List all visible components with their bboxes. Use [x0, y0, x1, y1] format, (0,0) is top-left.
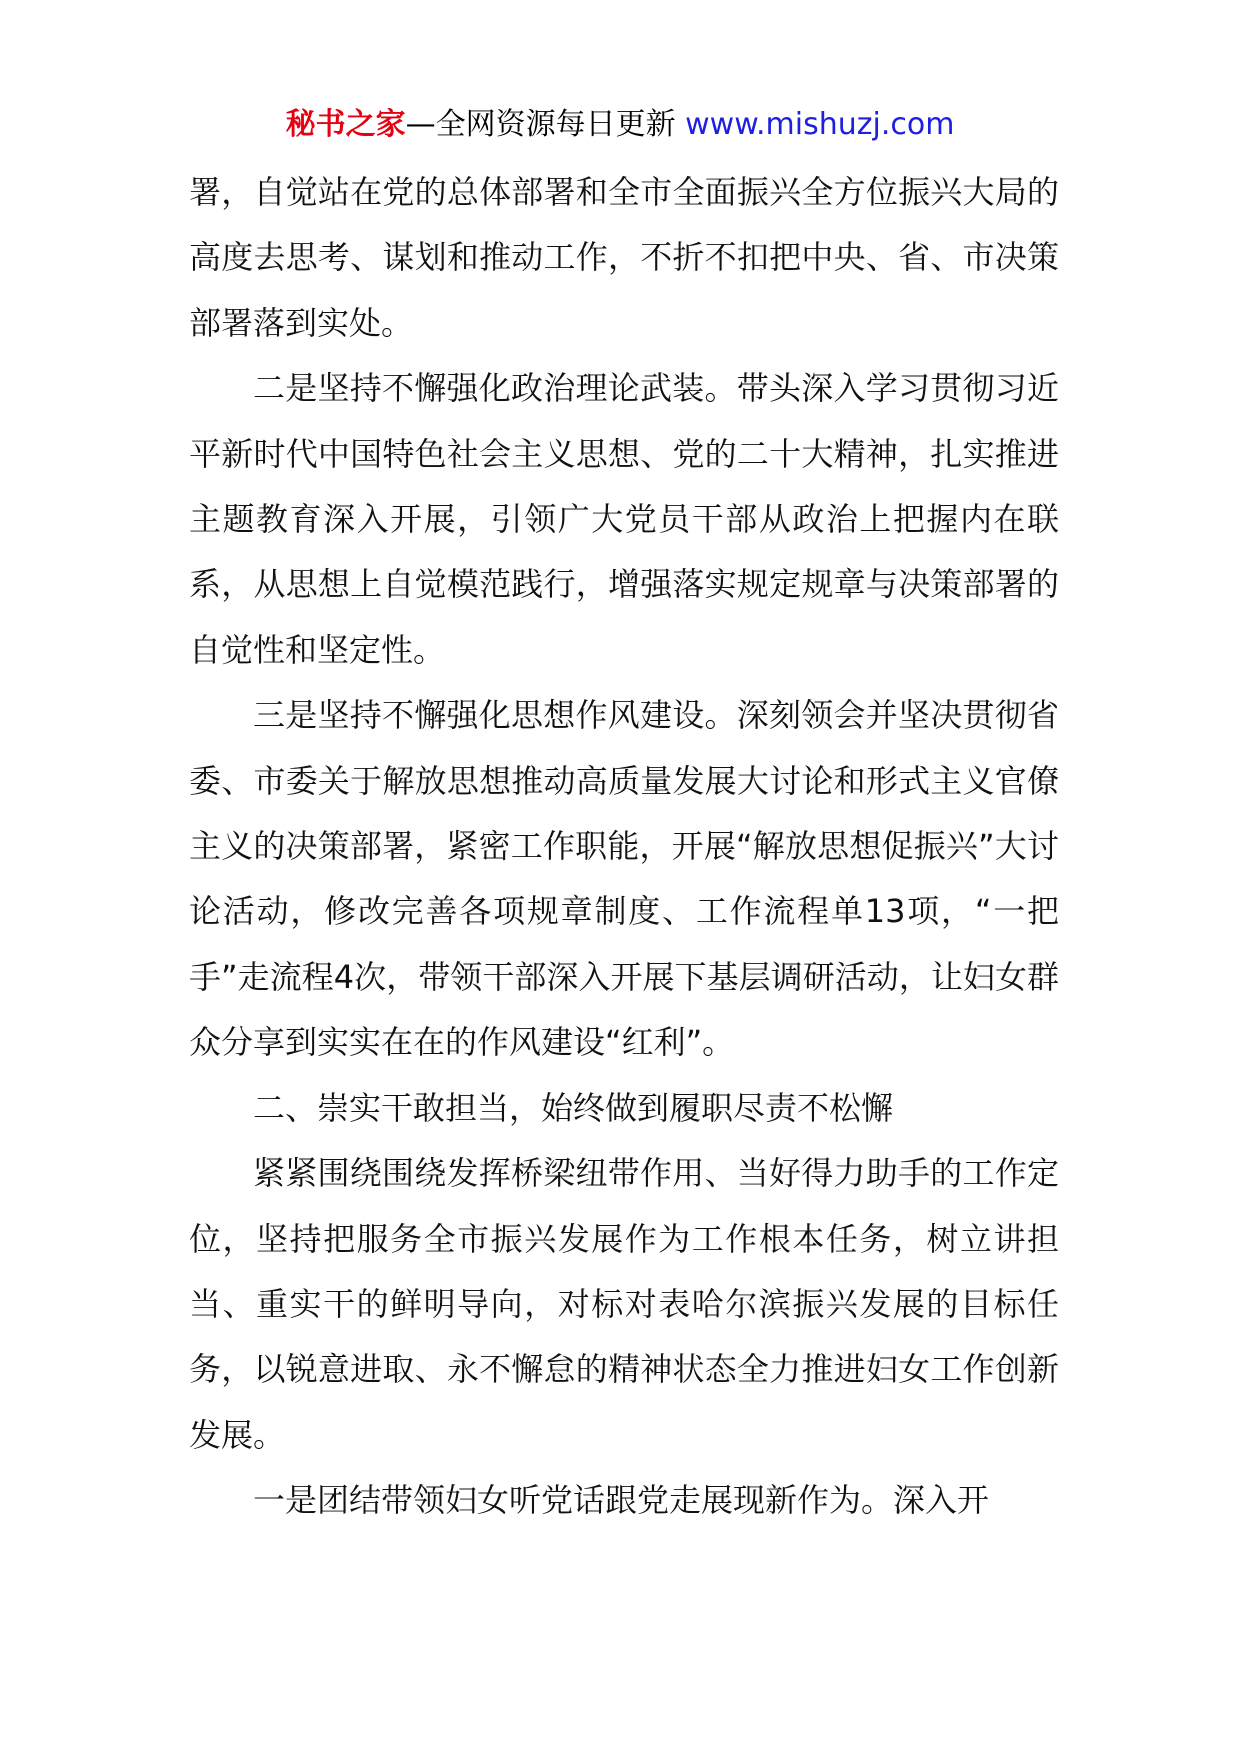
paragraph: 紧紧围绕围绕发挥桥梁纽带作用、当好得力助手的工作定位，坚持把服务全市振兴发展作为工作根本任务，树立讲担当、重实干的鲜明导向，对标对表哈尔滨振兴发展的目标任务，以锐意进取、永不懈怠的精神状态全力推进妇女工作创新发展。	[189, 1154, 1059, 1454]
page-header	[0, 100, 1240, 150]
header-brand: 秘书之家	[285, 107, 406, 142]
header-url-link[interactable]: www.mishuzj.com	[685, 107, 955, 142]
paragraph: 三是坚持不懈强化思想作风建设。深刻领会并坚决贯彻省委、市委关于解放思想推动高质量发展大讨论和形式主义官僚主义的决策部署，紧密工作职能，开展“解放思想促振兴”大讨论活动，修改完善各项规章制度、工作流程单13项，“一把手”走流程4次，带领干部深入开展下基层调研活动，让妇女群众分享到实实在在的作风建设“红利”。	[189, 696, 1059, 1062]
paragraph: 二是坚持不懈强化政治理论武装。带头深入学习贯彻习近平新时代中国特色社会主义思想、党的二十大精神，扎实推进主题教育深入开展，引领广大党员干部从政治上把握内在联系，从思想上自觉模范践行，增强落实规定规章与决策部署的自觉性和坚定性。	[189, 369, 1059, 669]
paragraph-continued: 署，自觉站在党的总体部署和全市全面振兴全方位振兴大局的高度去思考、谋划和推动工作，不折不扣把中央、省、市决策部署落到实处。	[189, 173, 1059, 342]
paragraph: 一是团结带领妇女听党话跟党走展现新作为。深入开	[253, 1481, 990, 1520]
header-tagline: —全网资源每日更新	[405, 107, 686, 142]
section-heading: 二、崇实干敢担当，始终做到履职尽责不松懈	[253, 1088, 894, 1127]
document-body	[189, 160, 1059, 1534]
